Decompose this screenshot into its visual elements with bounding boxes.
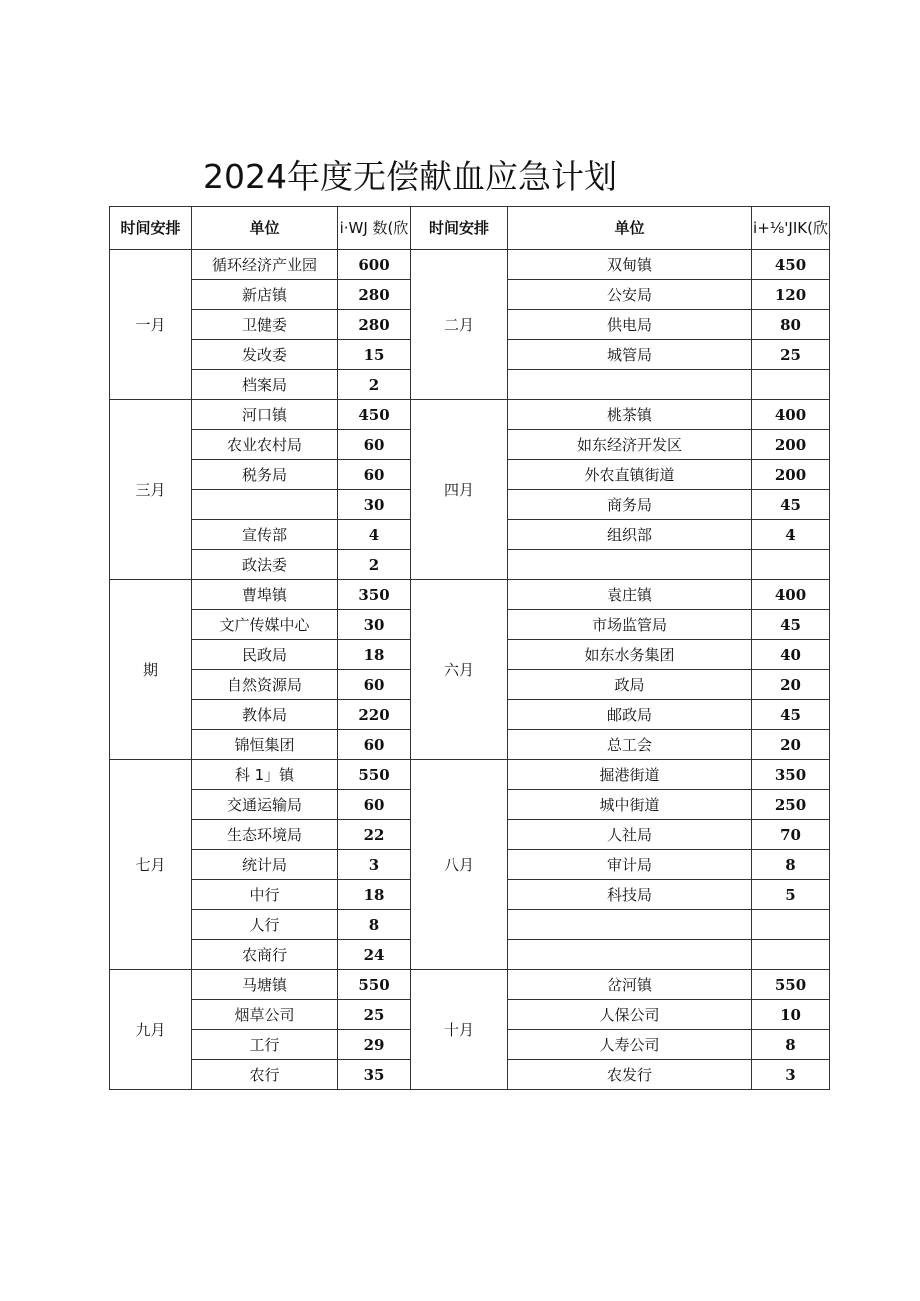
document-title: 2024年度无偿献血应急计划 bbox=[203, 157, 617, 196]
count-cell: 80 bbox=[752, 310, 830, 340]
count-cell: 25 bbox=[338, 1000, 411, 1030]
count-cell: 3 bbox=[338, 850, 411, 880]
unit-cell: 岔河镇 bbox=[508, 970, 752, 1000]
table-row bbox=[110, 970, 830, 1000]
unit-cell: 马塘镇 bbox=[192, 970, 338, 1000]
count-cell: 60 bbox=[338, 670, 411, 700]
unit-cell: 循环经济产业园 bbox=[192, 250, 338, 280]
unit-cell: 政局 bbox=[508, 670, 752, 700]
count-cell: 15 bbox=[338, 340, 411, 370]
count-cell: 400 bbox=[752, 400, 830, 430]
header-unit-right: 单位 bbox=[508, 207, 752, 250]
count-cell: 2 bbox=[338, 550, 411, 580]
unit-cell: 如东经济开发区 bbox=[508, 430, 752, 460]
unit-cell: 工行 bbox=[192, 1030, 338, 1060]
count-cell: 200 bbox=[752, 460, 830, 490]
count-cell: 18 bbox=[338, 880, 411, 910]
unit-cell: 掘港街道 bbox=[508, 760, 752, 790]
header-time-right: 时间安排 bbox=[411, 207, 508, 250]
count-cell: 45 bbox=[752, 700, 830, 730]
header-count-right: i+⅛'JIK(欣 bbox=[752, 207, 830, 250]
unit-cell: 市场监管局 bbox=[508, 610, 752, 640]
unit-cell: 河口镇 bbox=[192, 400, 338, 430]
count-cell: 35 bbox=[338, 1060, 411, 1090]
unit-cell: 中行 bbox=[192, 880, 338, 910]
month-cell-right: 十月 bbox=[411, 970, 508, 1090]
count-cell bbox=[752, 370, 830, 400]
unit-cell: 供电局 bbox=[508, 310, 752, 340]
count-cell: 550 bbox=[338, 970, 411, 1000]
unit-cell: 外农直镇街道 bbox=[508, 460, 752, 490]
table-row bbox=[110, 760, 830, 790]
count-cell: 20 bbox=[752, 670, 830, 700]
count-cell: 550 bbox=[752, 970, 830, 1000]
unit-cell: 自然资源局 bbox=[192, 670, 338, 700]
count-cell: 70 bbox=[752, 820, 830, 850]
month-cell-left: 一月 bbox=[110, 250, 192, 400]
unit-cell: 桃茶镇 bbox=[508, 400, 752, 430]
unit-cell: 总工会 bbox=[508, 730, 752, 760]
count-cell: 25 bbox=[752, 340, 830, 370]
count-cell: 2 bbox=[338, 370, 411, 400]
unit-cell: 人社局 bbox=[508, 820, 752, 850]
unit-cell: 农行 bbox=[192, 1060, 338, 1090]
count-cell bbox=[752, 550, 830, 580]
unit-cell: 双甸镇 bbox=[508, 250, 752, 280]
count-cell: 350 bbox=[338, 580, 411, 610]
unit-cell: 民政局 bbox=[192, 640, 338, 670]
month-cell-left: 期 bbox=[110, 580, 192, 760]
count-cell: 3 bbox=[752, 1060, 830, 1090]
unit-cell: 政法委 bbox=[192, 550, 338, 580]
count-cell: 20 bbox=[752, 730, 830, 760]
count-cell: 24 bbox=[338, 940, 411, 970]
table-row bbox=[110, 250, 830, 280]
count-cell: 350 bbox=[752, 760, 830, 790]
unit-cell: 锦恒集团 bbox=[192, 730, 338, 760]
unit-cell bbox=[192, 490, 338, 520]
count-cell: 22 bbox=[338, 820, 411, 850]
unit-cell: 新店镇 bbox=[192, 280, 338, 310]
unit-cell: 公安局 bbox=[508, 280, 752, 310]
count-cell: 45 bbox=[752, 610, 830, 640]
unit-cell: 文广传媒中心 bbox=[192, 610, 338, 640]
month-cell-right: 四月 bbox=[411, 400, 508, 580]
count-cell: 10 bbox=[752, 1000, 830, 1030]
count-cell: 40 bbox=[752, 640, 830, 670]
unit-cell: 城管局 bbox=[508, 340, 752, 370]
count-cell: 120 bbox=[752, 280, 830, 310]
unit-cell bbox=[508, 940, 752, 970]
month-cell-right: 八月 bbox=[411, 760, 508, 970]
count-cell: 60 bbox=[338, 430, 411, 460]
count-cell: 60 bbox=[338, 730, 411, 760]
count-cell: 18 bbox=[338, 640, 411, 670]
count-cell: 29 bbox=[338, 1030, 411, 1060]
header-time-left: 时间安排 bbox=[110, 207, 192, 250]
month-cell-right: 二月 bbox=[411, 250, 508, 400]
table-row bbox=[110, 580, 830, 610]
count-cell: 30 bbox=[338, 610, 411, 640]
count-cell: 250 bbox=[752, 790, 830, 820]
blood-donation-plan-table bbox=[109, 206, 830, 1090]
unit-cell: 统计局 bbox=[192, 850, 338, 880]
count-cell: 4 bbox=[338, 520, 411, 550]
unit-cell: 科技局 bbox=[508, 880, 752, 910]
unit-cell: 发改委 bbox=[192, 340, 338, 370]
unit-cell: 人保公司 bbox=[508, 1000, 752, 1030]
count-cell: 4 bbox=[752, 520, 830, 550]
unit-cell: 商务局 bbox=[508, 490, 752, 520]
month-cell-left: 九月 bbox=[110, 970, 192, 1090]
month-cell-left: 三月 bbox=[110, 400, 192, 580]
count-cell: 280 bbox=[338, 280, 411, 310]
unit-cell: 农业农村局 bbox=[192, 430, 338, 460]
unit-cell: 组织部 bbox=[508, 520, 752, 550]
unit-cell: 交通运输局 bbox=[192, 790, 338, 820]
unit-cell: 袁庄镇 bbox=[508, 580, 752, 610]
count-cell: 8 bbox=[752, 1030, 830, 1060]
unit-cell: 宣传部 bbox=[192, 520, 338, 550]
count-cell bbox=[752, 940, 830, 970]
month-cell-left: 七月 bbox=[110, 760, 192, 970]
unit-cell: 农商行 bbox=[192, 940, 338, 970]
unit-cell: 卫健委 bbox=[192, 310, 338, 340]
count-cell: 280 bbox=[338, 310, 411, 340]
unit-cell: 生态环境局 bbox=[192, 820, 338, 850]
table-row bbox=[110, 400, 830, 430]
table-body bbox=[110, 250, 830, 1090]
count-cell: 60 bbox=[338, 790, 411, 820]
unit-cell: 人寿公司 bbox=[508, 1030, 752, 1060]
unit-cell bbox=[508, 370, 752, 400]
unit-cell: 烟草公司 bbox=[192, 1000, 338, 1030]
unit-cell: 如东水务集团 bbox=[508, 640, 752, 670]
count-cell: 30 bbox=[338, 490, 411, 520]
count-cell bbox=[752, 910, 830, 940]
unit-cell: 人行 bbox=[192, 910, 338, 940]
month-cell-right: 六月 bbox=[411, 580, 508, 760]
count-cell: 200 bbox=[752, 430, 830, 460]
unit-cell: 税务局 bbox=[192, 460, 338, 490]
count-cell: 60 bbox=[338, 460, 411, 490]
count-cell: 220 bbox=[338, 700, 411, 730]
unit-cell: 科 1」镇 bbox=[192, 760, 338, 790]
header-row bbox=[110, 207, 830, 250]
unit-cell: 教体局 bbox=[192, 700, 338, 730]
count-cell: 400 bbox=[752, 580, 830, 610]
unit-cell: 邮政局 bbox=[508, 700, 752, 730]
unit-cell: 曹埠镇 bbox=[192, 580, 338, 610]
count-cell: 600 bbox=[338, 250, 411, 280]
unit-cell bbox=[508, 910, 752, 940]
count-cell: 450 bbox=[338, 400, 411, 430]
unit-cell: 档案局 bbox=[192, 370, 338, 400]
count-cell: 550 bbox=[338, 760, 411, 790]
unit-cell: 审计局 bbox=[508, 850, 752, 880]
unit-cell: 城中街道 bbox=[508, 790, 752, 820]
count-cell: 450 bbox=[752, 250, 830, 280]
count-cell: 8 bbox=[338, 910, 411, 940]
unit-cell bbox=[508, 550, 752, 580]
count-cell: 45 bbox=[752, 490, 830, 520]
count-cell: 8 bbox=[752, 850, 830, 880]
header-count-left: i·WJ 数(欣 bbox=[338, 207, 411, 250]
count-cell: 5 bbox=[752, 880, 830, 910]
header-unit-left: 单位 bbox=[192, 207, 338, 250]
unit-cell: 农发行 bbox=[508, 1060, 752, 1090]
